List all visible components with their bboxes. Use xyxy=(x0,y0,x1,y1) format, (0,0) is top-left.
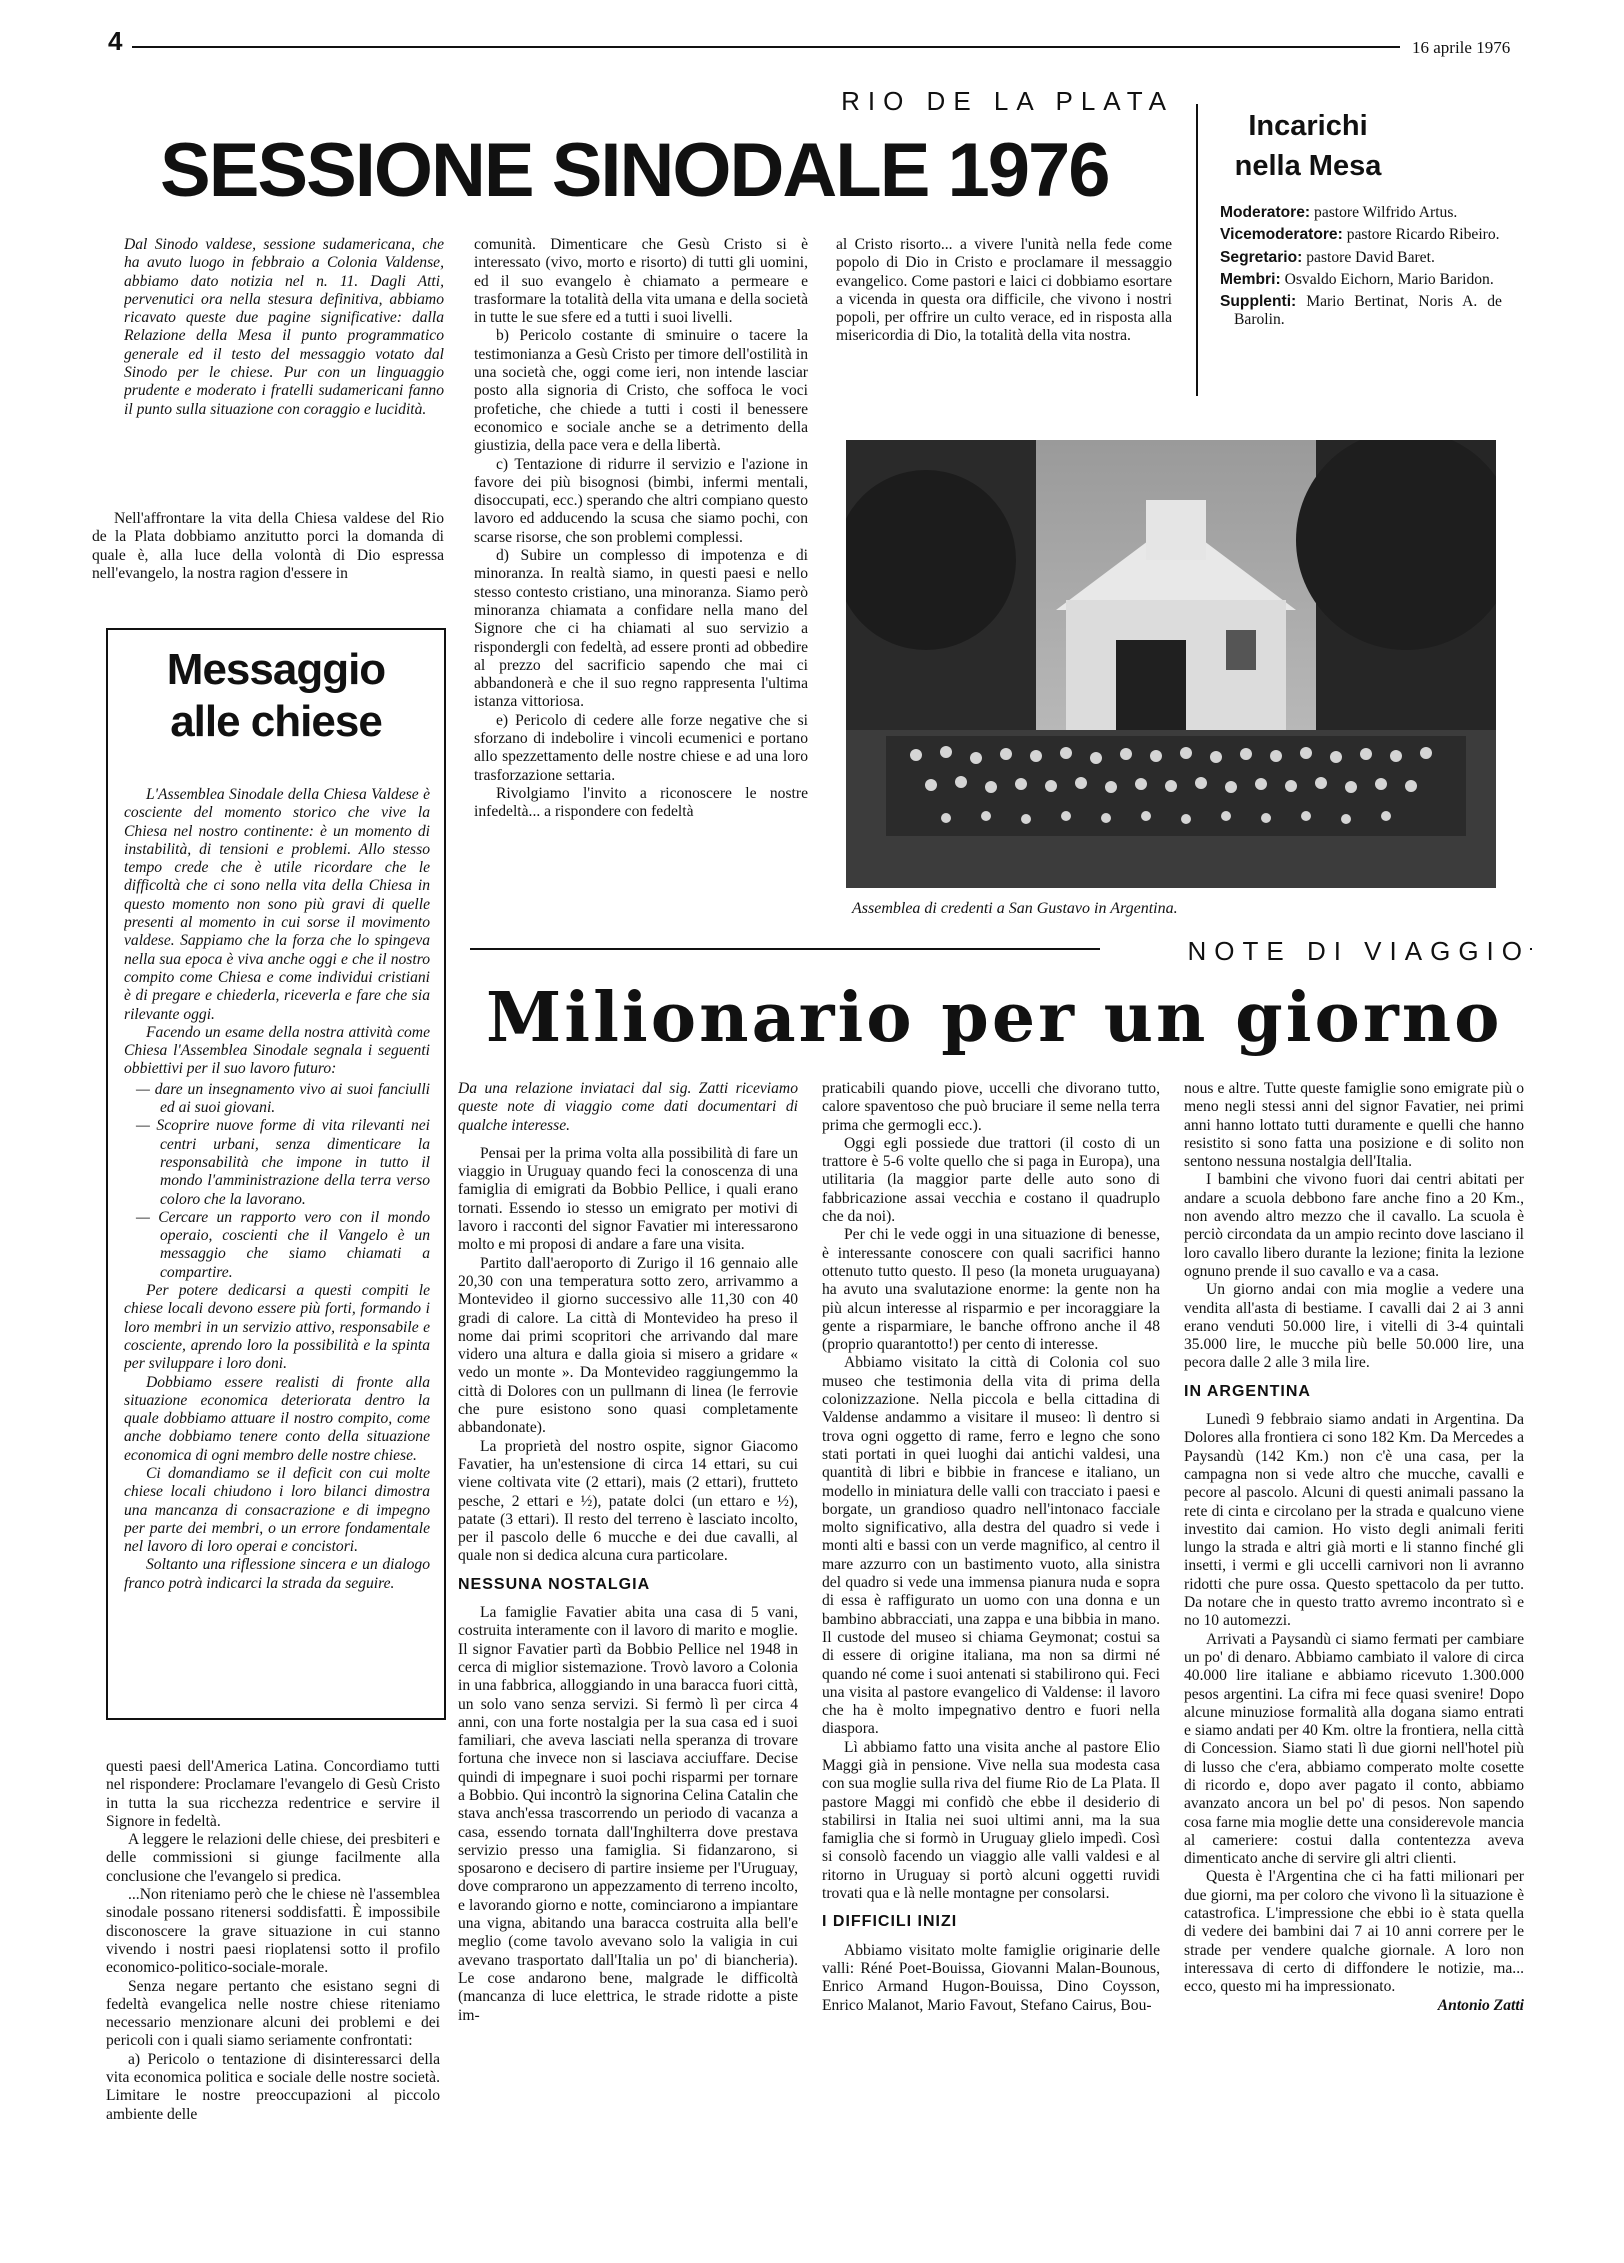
subhead-in-argentina: IN ARGENTINA xyxy=(1184,1382,1311,1400)
rio-col1 xyxy=(92,510,444,583)
rio-col2-p: Rivolgiamo l'invito a riconoscere le nostre infedeltà... a rispondere con fedeltà xyxy=(474,784,808,821)
rio-cont-p: ...Non riteniamo però che le chiese nè l'assemblea sinodale possano ritenersi soddisfatti. È impossibile disconoscere la grave situazione in cui stanno vivendo i nostri paesi rioplatensi sotto il profilo economico-politico-sociale-morale. xyxy=(106,1886,440,1977)
rio-col1-p: Nell'affrontare la vita della Chiesa valdese del Rio de la Plata dobbiamo anzitutto porci la domanda di quale è, alla luce della volontà di Dio espressa nell'evangelo, la nostra ragion d'essere in xyxy=(92,510,444,582)
mesa-row xyxy=(1220,226,1502,244)
mesa-row xyxy=(1220,293,1502,330)
rio-cont-p: A leggere le relazioni delle chiese, dei presbiteri e delle commissioni si giunge facilmente alla conclusione che l'evangelo si predica. xyxy=(106,1831,440,1885)
viaggio-p: nous e altre. Tutte queste famiglie sono emigrate più o meno negli stessi anni del signor Favatier, nei primi anni hanno lottato tutti duramente e quelli che hanno resistito si sono fatta una posizione e di solito non sentono nessuna nostalgia dell'Italia. xyxy=(1184,1080,1524,1171)
mesa-role: Segretario: xyxy=(1220,248,1303,266)
messaggio-list xyxy=(124,1081,430,1282)
section-label-viaggio: NOTE DI VIAGGIO xyxy=(1100,936,1530,967)
headline-sessione: SESSIONE SINODALE 1976 xyxy=(160,128,1109,213)
rio-col2-p: b) Pericolo costante di sminuire o tacere la testimonianza a Gesù Cristo per timore dell'ostilità in una società che, oggi come ieri, non intende lasciar posto alla signoria di Cristo, che soffoca le voci profetiche, che chiede a tutti i costi il benessere economico e sociale anche se a detrimento della giustizia, della pace vera e della libertà. xyxy=(474,327,808,455)
incarichi-list xyxy=(1220,204,1502,334)
viaggio-col3 xyxy=(1184,1080,1524,2252)
mesa-names: pastore Ricardo Ribeiro. xyxy=(1346,226,1500,244)
viaggio-p: Un giorno andai con mia moglie a vedere una vendita all'asta di bestiame. I cavalli dai 2 ai 3 anni erano venduti 50.000 lire, i vitelli di 3-4 quintali 35.000 lire, le mucche più belle 50.000 lire, una pecora dalle 2 alle 3 mila lire. xyxy=(1184,1281,1524,1372)
subhead-difficili-inizi: I DIFFICILI INIZI xyxy=(822,1913,958,1931)
rio-col1-continued xyxy=(106,1758,440,2228)
subhead-nessuna-nostalgia: NESSUNA NOSTALGIA xyxy=(458,1575,651,1593)
mesa-names: pastore Wilfrido Artus. xyxy=(1314,204,1458,221)
rio-intro: Dal Sinodo valdese, sessione sudamericana, che ha avuto luogo in febbraio a Colonia Valdense, abbiamo dato notizia nel n. 11. Dagli Atti, pervenutici ora nella stesura definitiva, abbiamo ricavato queste due pagine significative: dalla Relazione della Mesa il punto programmatico generale ed il testo del messaggio votato dal Sinodo per le chiese. Pur con un linguaggio prudente e moderato i fratelli sudamericani fanno il punto sulla situazione con coraggio e lucidità. xyxy=(124,236,444,418)
photo-caption: Assemblea di credenti a San Gustavo in Argentina. xyxy=(852,900,1178,917)
viaggio-p: Pensai per la prima volta alla possibilità di fare un viaggio in Uruguay quando feci la conoscenza di una famiglia di emigrati da Bobbio Pellice, i quali erano tornati. Essendo io stesso un emigrato per motivi di lavoro i racconti del signor Favatier mi interessarono molto e mi proposi di andare a fare una visita. xyxy=(458,1144,798,1254)
signature: Antonio Zatti xyxy=(1437,1996,1524,2014)
mesa-names: pastore David Baret. xyxy=(1306,248,1435,266)
mesa-row xyxy=(1220,204,1502,222)
viaggio-p: I bambini che vivono fuori dai centri abitati per andare a scuola debbono fare anche fino a 20 Km., non avendo altro mezzo che il cavallo. La scuola è perciò circondata da un ampio recinto dove lasciano il loro cavallo libero durante la lezione; finita la lezione ognuno prende il suo cavallo e va a casa. xyxy=(1184,1171,1524,1280)
section-label-rio: RIO DE LA PLATA xyxy=(841,86,1174,116)
viaggio-p: Abbiamo visitato molte famiglie originarie delle valli: Réné Poet-Bouissa, Giovanni Malan-Bounous, Enrico Armand Hugon-Bouissa, Dino Coysson, Enrico Malanot, Mario Favout, Stefano Cairus, Bou- xyxy=(822,1941,1160,2014)
messaggio-list-item: — Cercare un rapporto vero con il mondo operaio, coscienti che il Vangelo è un messaggio che siamo chiamati a compartire. xyxy=(136,1208,430,1281)
rio-col2-p: e) Pericolo di cedere alle forze negative che si sforzano di indebolire i vincoli ecumenici e portano allo spezzettamento delle nostre chiese e ad una loro trasforzazione settaria. xyxy=(474,711,808,784)
page-number: 4 xyxy=(108,26,123,56)
incarichi-title-2: nella Mesa xyxy=(1234,150,1382,182)
viaggio-p: Oggi egli possiede due trattori (il costo di un trattore è 5-6 volte quello che si paga in Europa), una utilitaria (la maggior parte delle auto sono di fabbricazione assai vecchia e costano il quadruplo che da noi). xyxy=(822,1134,1160,1226)
mesa-role: Membri: xyxy=(1220,270,1281,288)
mesa-names: Mario Bertinat, Noris A. de Barolin. xyxy=(1234,293,1502,329)
header-rule xyxy=(132,46,1400,48)
rio-col2-p: comunità. Dimenticare che Gesù Cristo si è interessato (vivo, morto e risorto) di tutti gli uomini, ed il suo evangelo è chiamato a permeare e trasformare la totalità della vita umana e della società in tutte le sue sfere ed a tutti i suoi livelli. xyxy=(474,236,808,327)
messaggio-list-item: — dare un insegnamento vivo ai suoi fanciulli ed ai suoi giovani. xyxy=(136,1080,430,1117)
assembly-photo xyxy=(846,440,1496,888)
rio-col2 xyxy=(474,236,808,822)
incarichi-title xyxy=(1206,106,1410,186)
mesa-role: Supplenti: xyxy=(1220,293,1297,311)
messaggio-title-1: Messaggio xyxy=(166,645,386,694)
viaggio-col1 xyxy=(458,1080,798,2252)
messaggio-list-item: — Scoprire nuove forme di vita rilevanti nei centri urbani, senza dimenticare la responsabilità che impone in tutto il mondo l'amministrazione della terra verso coloro che la lavorano. xyxy=(136,1117,430,1208)
mesa-role: Moderatore: xyxy=(1220,204,1311,221)
viaggio-p: La famiglie Favatier abita una casa di 5 vani, costruita interamente con il lavoro di marito e moglie. Il signor Favatier partì da Bobbio Pellice nel 1948 in cerca di miglior sistemazione. Trovò lavoro a Colonia in una fabbrica, alloggiando in una baracca fuori città, un solo vano senza servizi. Si fermò lì per circa 4 anni, con una forte nostalgia per la sua casa ed i suoi familiari, che aveva lasciati nella speranza di trovare fortuna che invece non si lasciava acciuffare. Decise quindi di impegnare i suoi pochi risparmi per tornare a Bobbio. Qui incontrò la signorina Celina Catalin che stava anch'essa trascorrendo un periodo di vacanza a casa, essendo tornata dall'Inghilterra dove prestava servizio presso una famiglia. Si fidanzarono, si sposarono e decisero di partire insieme per l'Uruguay, dove comprarono un appezzamento di terreno incolto, e lavorando giorno e notte, cominciarono a impiantare una vigna, abitando una baracca costruita alla bell'e meglio (come tavolo avevano solo la valigia in cui avevano trasportato dall'Italia un po' di biancheria). Le cose andarono bene, malgrade le difficoltà (mancanza di luce elettrica, le strade ridotte a piste im- xyxy=(458,1604,798,2024)
messaggio-title-2: alle chiese xyxy=(170,697,382,746)
mesa-row xyxy=(1220,249,1502,267)
mesa-names: Osvaldo Eichorn, Mario Baridon. xyxy=(1284,270,1494,288)
incarichi-rule xyxy=(1196,104,1198,396)
viaggio-p: Questa è l'Argentina che ci ha fatti milionari per due giorni, ma per coloro che vivono lì la situazione è catastrofica. L'impressione che ebbi io è stata quella di vedere dei bambini dai 7 ai 10 anni correre per le strade per vendere qualche giornale. A loro non interessava di certo di diffondere le notizie, ma... ecco, questo mi ha impressionato. xyxy=(1184,1868,1524,1996)
incarichi-title-1: Incarichi xyxy=(1248,110,1368,142)
messaggio-title xyxy=(108,644,444,748)
viaggio-p: Abbiamo visitato la città di Colonia col suo museo che testimonia della vita di prima della colonizzazione. Nella piccola e bella cittadina di Valdense andammo a visitare il museo: lì dentro si trova ogni oggetto di rame, ferro e legno che sono stati portati in quei luoghi dai antichi valdesi, una quantità di libri e bibbie in francese e italiano, un modello in miniatura delle valli con tracciato i paesi e borgate, un grandioso quadro nell'intonaco facciale molto significativo, alla destra del quadro si vede i monti alti e bassi con un verde magnifico, al centro il mare azzurro con un bastimento vuoto, alla sinistra del quadro si vede una immensa pianura nuda e sopra di essa è raffigurato un uomo con una donna e un bambino abbracciati, una zappa e una bibbia in mano. Il custode del museo si chiama Geymonat; costui sa di essere di origine italiana, ma non sa dirmi né quando né come i suoi antenati si stabilirono qui. Feci una visita al pastore evangelico di Valdense: il lavoro che ha è molto impegnativo dentro e fuori nella diaspora. xyxy=(822,1354,1160,1738)
rio-col2-p: d) Subire un complesso di impotenza e di minoranza. In realtà siamo, in questi paesi e nello stesso contesto cristiano, una minoranza. Siamo però minoranza chiamata a confidare nella mano del Signore che ci ha chiamati al suo servizio a rispondergli con fedeltà, ad essere pronti ad obbedire al prezzo del sacrificio sapendo che mai ci abbandonerà e che il suo regno rappresenta l'ultima istanza vittoriosa. xyxy=(474,547,808,711)
messaggio-p: Dobbiamo essere realisti di fronte alla situazione economica deteriorata dentro la quale dobbiamo attuare il nostro compito, come anche dobbiamo tenere conto della situazione economica di ogni membro delle nostre chiese. xyxy=(124,1373,430,1464)
viaggio-p: Per chi le vede oggi in una situazione di benesse, è interessante conoscere con quali sacrifici hanno ottenuto tutto questo. Il peso (la moneta uruguayana) ha avuto una svalutazione enorme: la gente non ha più alcun interesse al risparmio e per incoraggiare la gente a risparmiare, le banche offrono anche il 48 (proprio quarantotto!) per cento di interesse. xyxy=(822,1226,1160,1354)
rio-cont-p: a) Pericolo o tentazione di disinteressarci della vita economica politica e sociale delle nostre società. Limitare le nostre preoccupazioni al piccolo ambiente delle xyxy=(106,2050,440,2123)
issue-date: 16 aprile 1976 xyxy=(1412,38,1511,57)
headline-milionario: Milionario per un giorno xyxy=(486,978,1503,1058)
messaggio-p: Per potere dedicarsi a questi compiti le chiese locali devono essere più forti, formando i loro membri in un servizio attivo, responsabile e cosciente, aprendo loro la possibilità e la spinta per sviluppare i loro doni. xyxy=(124,1282,430,1373)
rio-cont-p: questi paesi dell'America Latina. Concordiamo tutti nel rispondere: Proclamare l'evangelo di Gesù Cristo in tutta la sua ricchezza redentrice e servire il Signore in fedeltà. xyxy=(106,1758,440,1830)
rio-col3: al Cristo risorto... a vivere l'unità nella fede come popolo di Dio in Cristo e proclamare il messaggio evangelico. Come pastori e laici ci dobbiamo esortare a vicenda in questa ora difficile, che vivono i nostri popoli, per offrire un culto verace, ed in risposta alla misericordia di Dio, la totalità della vita nostra. xyxy=(836,236,1172,345)
messaggio-p: Ci domandiamo se il deficit con cui molte chiese locali chiudono i loro bilanci dimostra una mancanza di consacrazione e di impegno per parte dei membri, o un errore fondamentale nel lavoro di loro operai e concistori. xyxy=(124,1464,430,1556)
messaggio-p: Facendo un esame della nostra attività come Chiesa l'Assemblea Sinodale segnala i seguenti obbiettivi per il suo lavoro futuro: xyxy=(124,1023,430,1078)
mesa-row xyxy=(1220,271,1502,289)
viaggio-p: praticabili quando piove, uccelli che divorano tutto, calore spaventoso che può bruciare il seme nella terra prima che germogli ecc.). xyxy=(822,1080,1160,1134)
messaggio-p: L'Assemblea Sinodale della Chiesa Valdese è cosciente del momento storico che vive la Chiesa nel nostro continente: è un momento di instabilità, di tensioni e problemi. Allo stesso tempo crede che è utile ricordare che le difficoltà che ci sono nella vita della Chiesa in questo momento non sono più gravi di quelle presenti al momento in cui sorse il movimento valdese. Sappiamo che la forza che lo spingeva nella sua epoca è viva anche oggi e che il nostro compito come Chiesa e come individui cristiani è di pregare e chiederla, riceverla e fare che sia rilevante oggi. xyxy=(124,786,430,1023)
messaggio-p: Soltanto una riflessione sincera e un dialogo franco potrà indicarci la strada da seguire. xyxy=(124,1556,430,1592)
rio-col2-p: c) Tentazione di ridurre il servizio e l'azione in favore dei più bisognosi (bimbi, infermi mentali, disoccupati, ecc.) sperando che altri compiano questo lavoro ed adducendo la scusa che siamo pochi, con scarse risorse, che son problemi complessi. xyxy=(474,455,808,546)
viaggio-p: Lì abbiamo fatto una visita anche al pastore Elio Maggi già in pensione. Vive nella sua modesta casa con sua moglie sulla riva del fiume Rio de La Plata. Il pastore Maggi mi confidò che ebbe il desiderio di stabilirsi in Italia nei suoi ultimi anni, ma la sua famiglia che si formò in Uruguay glielo impedì. Così si consolò facendo un viaggio alle valli valdesi e al ritorno in Uruguay si portò alcuni oggetti ruvidi trovati qua e là nelle montagne per consolarsi. xyxy=(822,1738,1160,1903)
viaggio-p: La proprietà del nostro ospite, signor Giacomo Favatier, ha un'estensione di circa 14 ettari, su cui viene coltivata vite (2 ettari), mais (2 ettari), frutteto pesche, 2 ettari e ½), patate dolci (un ettaro e ½), patate (3 ettari). Il resto del terreno è lasciato incolto, per il pascolo delle 6 mucche e dei due cavalli, al quale non si dedica alcuna cura particolare. xyxy=(458,1437,798,1565)
viaggio-p: Partito dall'aeroporto di Zurigo il 16 gennaio alle 20,30 con una temperatura sotto zero, arrivammo a Montevideo il giorno successivo alle 11,30 con 40 gradi di calore. La città di Montevideo ha preso il nome dai primi scopritori che arrivando dal mare videro una altura e dalla gioia si misero a gridare « vedo un monte ». Da Montevideo raggiungemmo la città di Dolores con un pullmann di linea (le ferrovie che pure esistono sono quasi completamente abbandonate). xyxy=(458,1254,798,1437)
rio-cont-p: Senza negare pertanto che esistano segni di fedeltà evangelica nelle nostre chiese riteniamo necessario menzionare alcuni dei problemi e dei pericoli con i quali siamo seriamente confrontati: xyxy=(106,1977,440,2050)
mesa-role: Vicemoderatore: xyxy=(1220,226,1343,244)
messaggio-body xyxy=(124,786,430,1712)
photo-illustration xyxy=(846,440,1496,888)
viaggio-p: Lunedì 9 febbraio siamo andati in Argentina. Da Dolores alla frontiera ci sono 182 Km. Da Mercedes a Paysandù (142 Km.) non c'è una casa, per la campagna non si vede altro che mucche, cavalli e pecore al pascolo. Alcuni di questi animali passano la rete di cinta e circolano per la strada e qualcuno viene investito dai camion. Ho visto degli animali feriti lungo la strada e altri già morti e li stanno finché gli insetti, i vermi e gli uccelli carnivori non li avranno ridotti che pure ossa. Questo spettacolo da per tutto. Da notare che in questo tratto avremo incontrato sì e no 10 automezzi. xyxy=(1184,1411,1524,1630)
viaggio-p: Arrivati a Paysandù ci siamo fermati per cambiare un po' di denaro. Abbiamo cambiato il valore di circa 40.000 lire italiane e abbiamo ricevuto 1.300.000 pesos argentini. La cifra mi fece quasi svenire! Dopo alcune minuziose formalità alla dogana siamo entrati e siamo andati per 40 Km. oltre la frontiera, nella città di Concession. Siamo stati lì due giorni nell'hotel più di lusso che c'era, abbiamo comperato molte cosette di ricordo e, dopo aver pagato il conto, abbiamo avanzato ancora un bel po' di pesos. Non sapendo cosa farne mia moglie dette una considerevole mancia al cameriere: costui dalla contentezza aveva dimenticato anche di servire gli altri clienti. xyxy=(1184,1630,1524,1868)
viaggio-intro: Da una relazione inviataci dal sig. Zatti riceviamo queste note di viaggio come dati documentari di qualche interesse. xyxy=(458,1080,798,1134)
viaggio-col2 xyxy=(822,1080,1160,2252)
